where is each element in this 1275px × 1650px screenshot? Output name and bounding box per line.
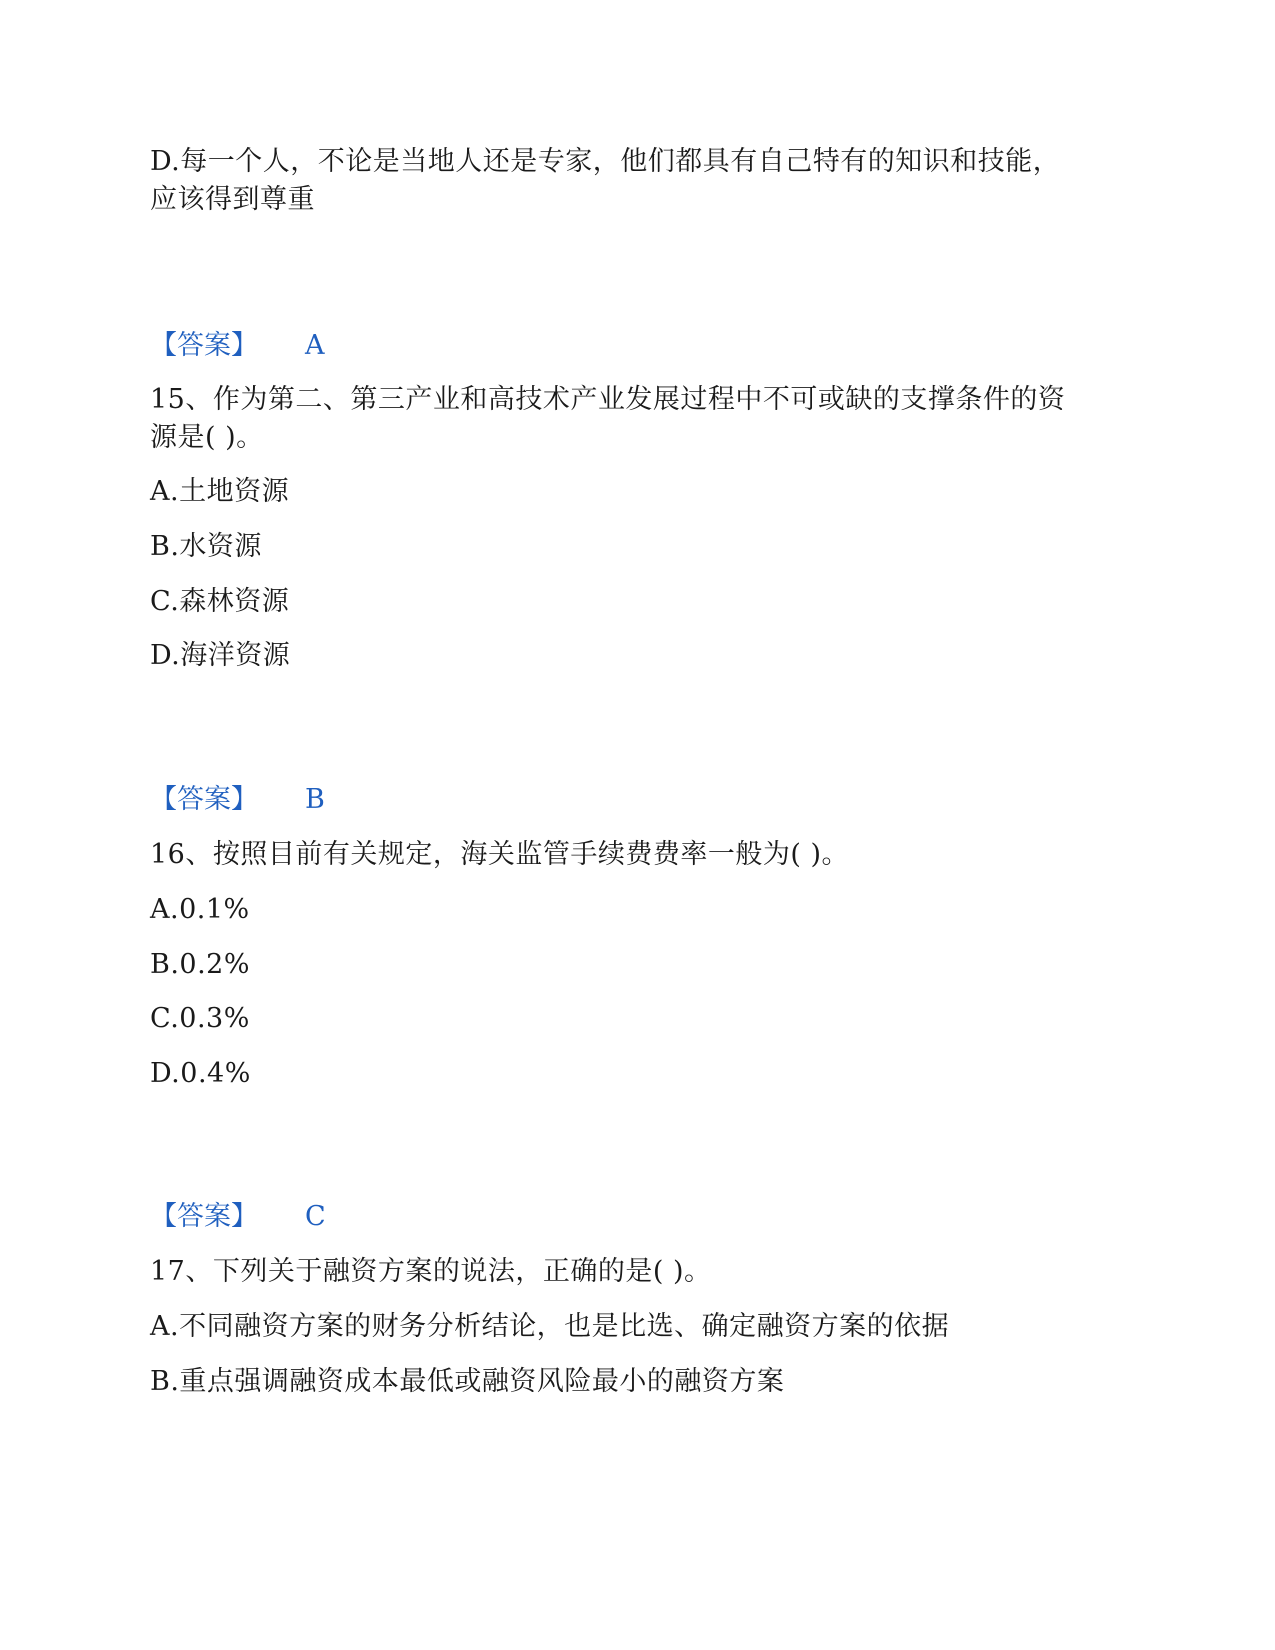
q15-answer [150,784,550,818]
answer-label: 【答案】 [150,1201,258,1232]
answer-value: A [305,330,325,361]
q16-stem: 16、按照目前有关规定，海关监管手续费费率一般为( )。 [150,839,850,870]
q15-option-c: C.森林资源 [150,586,290,617]
q15-option-b: B.水资源 [150,531,262,562]
q16-answer [150,1201,550,1235]
q17-stem: 17、下列关于融资方案的说法，正确的是( )。 [150,1256,712,1287]
answer-value: C [305,1201,326,1232]
answer-label: 【答案】 [150,784,258,815]
q15-option-d: D.海洋资源 [150,640,291,671]
q14-option-d-line1: D.每一个人，不论是当地人还是专家，他们都具有自己特有的知识和技能， [150,146,1061,177]
q17-option-b: B.重点强调融资成本最低或融资风险最小的融资方案 [150,1366,785,1397]
q16-option-c: C.0.3% [150,1003,250,1034]
q16-option-b: B.0.2% [150,949,251,980]
q17-option-a: A.不同融资方案的财务分析结论，也是比选、确定融资方案的依据 [150,1311,950,1342]
q15-option-a: A.土地资源 [150,476,290,507]
q15-stem-line1: 15、作为第二、第三产业和高技术产业发展过程中不可或缺的支撑条件的资 [150,384,1066,415]
q14-answer [150,330,550,364]
answer-value: B [305,784,325,815]
q15-stem-line2: 源是( )。 [150,422,264,453]
q16-option-a: A.0.1% [150,894,250,925]
answer-label: 【答案】 [150,330,258,361]
q14-option-d-line2: 应该得到尊重 [150,184,315,215]
q16-option-d: D.0.4% [150,1058,251,1089]
